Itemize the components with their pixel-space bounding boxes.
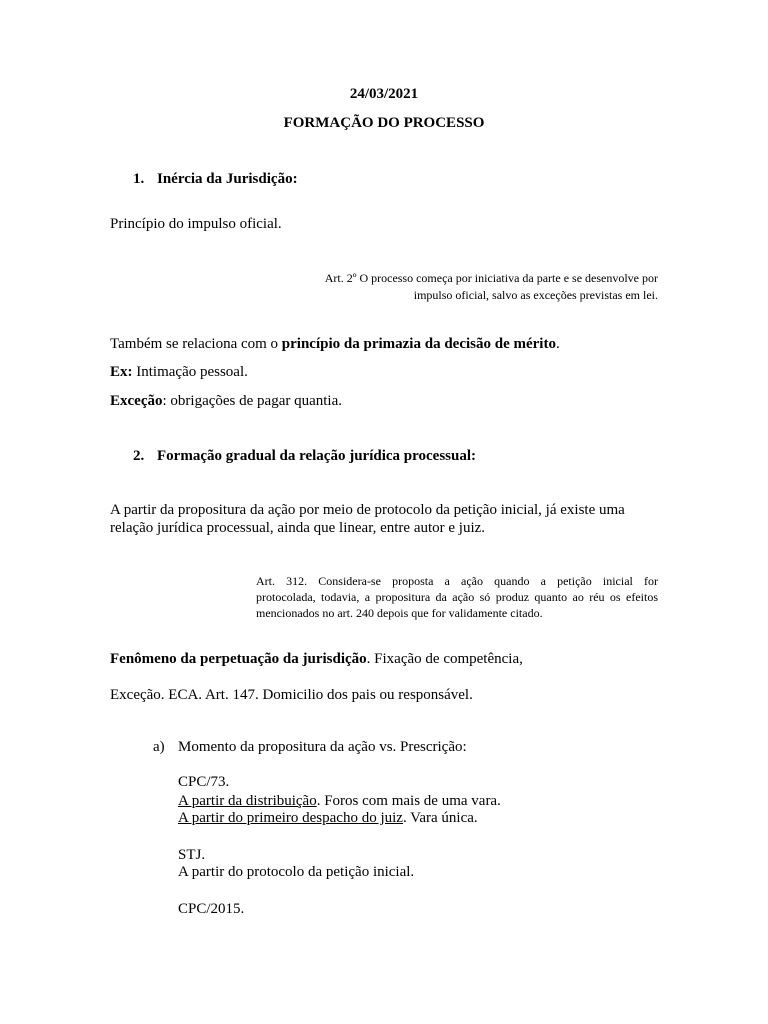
- document-date: 24/03/2021: [349, 86, 419, 102]
- example-label: Ex:: [110, 364, 133, 380]
- primacy-principle-line: [110, 336, 560, 353]
- exception-line: [110, 393, 342, 410]
- article-312-quote-line-1: Art. 312. Considera-se proposta a ação quando a petição inicial for: [256, 574, 658, 588]
- stj-line: A partir do protocolo da petição inicial.: [178, 864, 415, 880]
- cpc73-line-2-underlined: A partir do primeiro despacho do juiz: [178, 810, 403, 826]
- section-1-text: Princípio do impulso oficial.: [110, 216, 282, 232]
- perpetuation-line: [110, 651, 523, 668]
- cpc73-line-1-underlined: A partir da distribuição: [178, 793, 317, 809]
- cpc2015-label: CPC/2015.: [178, 901, 245, 917]
- primacy-bold: princípio da primazia da decisão de mérito: [281, 336, 556, 352]
- section-2-heading: Formação gradual da relação jurídica processual:: [157, 448, 476, 464]
- article-2-quote-line-1: Art. 2º O processo começa por iniciativa da parte e se desenvolve por: [324, 271, 658, 285]
- example-line: [110, 364, 248, 381]
- eca-exception-line: Exceção. ECA. Art. 147. Domicilio dos pais ou responsável.: [110, 687, 473, 703]
- cpc73-line-1-rest: . Foros com mais de uma vara.: [316, 793, 501, 809]
- example-text: Intimação pessoal.: [132, 364, 248, 380]
- exception-text: : obrigações de pagar quantia.: [162, 393, 342, 409]
- primacy-prefix: Também se relaciona com o: [110, 336, 282, 352]
- perpetuation-text: . Fixação de competência,: [366, 651, 523, 667]
- item-a-label: a): [153, 739, 165, 755]
- primacy-suffix: .: [555, 336, 560, 352]
- section-2-number: 2.: [133, 448, 145, 464]
- cpc73-label: CPC/73.: [178, 774, 230, 790]
- article-312-quote-line-2: protocolada, todavia, a propositura da ação só produz quanto ao réu os efeitos: [256, 590, 658, 604]
- article-2-quote-line-2: impulso oficial, salvo as exceções previstas em lei.: [413, 288, 658, 302]
- cpc73-line-2: [178, 810, 478, 827]
- exception-label: Exceção: [110, 393, 163, 409]
- section-2-paragraph-line-1: A partir da propositura da ação por meio de protocolo da petição inicial, já existe uma: [110, 502, 625, 518]
- document-title: FORMAÇÃO DO PROCESSO: [283, 115, 485, 131]
- cpc73-line-2-rest: . Vara única.: [402, 810, 478, 826]
- article-312-quote-line-3: mencionados no art. 240 depois que for validamente citado.: [256, 606, 543, 620]
- perpetuation-bold: Fenômeno da perpetuação da jurisdição: [110, 651, 367, 667]
- section-1-heading: Inércia da Jurisdição:: [157, 171, 298, 187]
- cpc73-line-1: [178, 793, 501, 810]
- section-1-number: 1.: [133, 171, 145, 187]
- item-a-text: Momento da propositura da ação vs. Prescrição:: [178, 739, 467, 755]
- section-2-paragraph-line-2: relação jurídica processual, ainda que linear, entre autor e juiz.: [110, 520, 486, 536]
- stj-label: STJ.: [178, 847, 206, 863]
